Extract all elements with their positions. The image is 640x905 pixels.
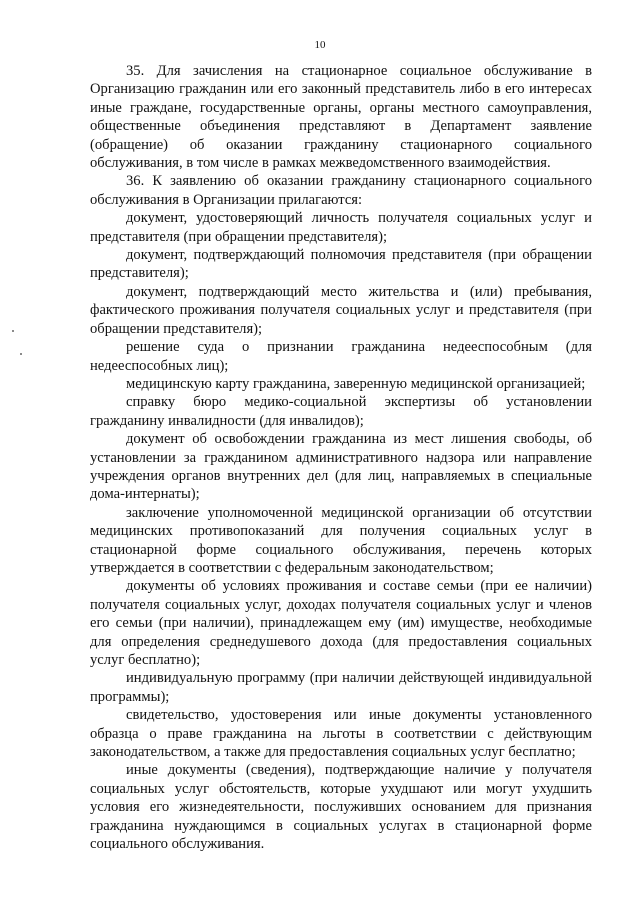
list-item-medical-card: медицинскую карту гражданина, заверенную медицинской организацией; — [126, 375, 586, 392]
paragraph-36: 36. К заявлению об оказании гражданину стационарного социального обслуживания в Организации прилагаются: — [90, 173, 592, 208]
page-number: 10 — [314, 39, 326, 51]
list-item-living-conditions: документы об условиях проживания и составе семьи (при ее наличии) получателя социальных услуг, доходах получателя социальных услуг и членов его семьи (при наличии), принадлежащем ему (им) имуществе, необходимые для определения среднедушевого дохода (для предоставления социальных услуг бесплатно); — [90, 578, 592, 668]
margin-mark — [12, 330, 14, 332]
list-item-residence-document: документ, подтверждающий место жительства и (или) пребывания, фактического проживания получателя социальных услуг и представителя (при обращении представителя); — [90, 283, 592, 337]
document-body — [90, 62, 592, 853]
list-item-other-documents: иные документы (сведения), подтверждающие наличие у получателя социальных услуг обстоятельств, которые ухудшают или могут ухудшить условия его жизнедеятельности, послуживших основанием для признания гражданина нуждающимся в социальных услугах в стационарной форме социального обслуживания. — [90, 762, 592, 853]
list-item-release-document: документ об освобождении гражданина из мест лишения свободы, об установлении за гражданином административного надзора или направление учреждения органов внутренних дел (для лиц, направляемых в специальные дома-интернаты); — [90, 431, 592, 503]
list-item-identity-document: документ, удостоверяющий личность получателя социальных услуг и представителя (при обращении представителя); — [90, 210, 592, 245]
list-item-authority-document: документ, подтверждающий полномочия представителя (при обращении представителя); — [90, 247, 592, 282]
paragraph-35: 35. Для зачисления на стационарное социальное обслуживание в Организацию гражданин или его законный представитель либо в его интересах иные граждане, государственные органы, органы местного самоуправления, общественные объединения представляют в Департамент заявление (обращение) об оказании гражданину стационарного социального обслуживания, в том числе в рамках межведомственного взаимодействия. — [90, 63, 592, 172]
list-item-court-decision: решение суда о признании гражданина недееспособным (для недееспособных лиц); — [90, 339, 592, 374]
list-item-disability-certificate: справку бюро медико-социальной экспертизы об установлении гражданину инвалидности (для инвалидов); — [90, 394, 592, 429]
margin-mark — [20, 353, 22, 355]
list-item-medical-conclusion: заключение уполномоченной медицинской организации об отсутствии медицинских противопоказаний для получения социальных услуг в стационарной форме социального обслуживания, перечень которых утверждается в соответствии с федеральным законодательством; — [90, 504, 592, 576]
list-item-individual-program: индивидуальную программу (при наличии действующей индивидуальной программы); — [90, 670, 592, 705]
list-item-benefit-certificate: свидетельство, удостоверения или иные документы установленного образца о праве гражданина на льготы в соответствии с действующим законодательством, а также для предоставления социальных услуг бесплатно; — [90, 707, 592, 761]
